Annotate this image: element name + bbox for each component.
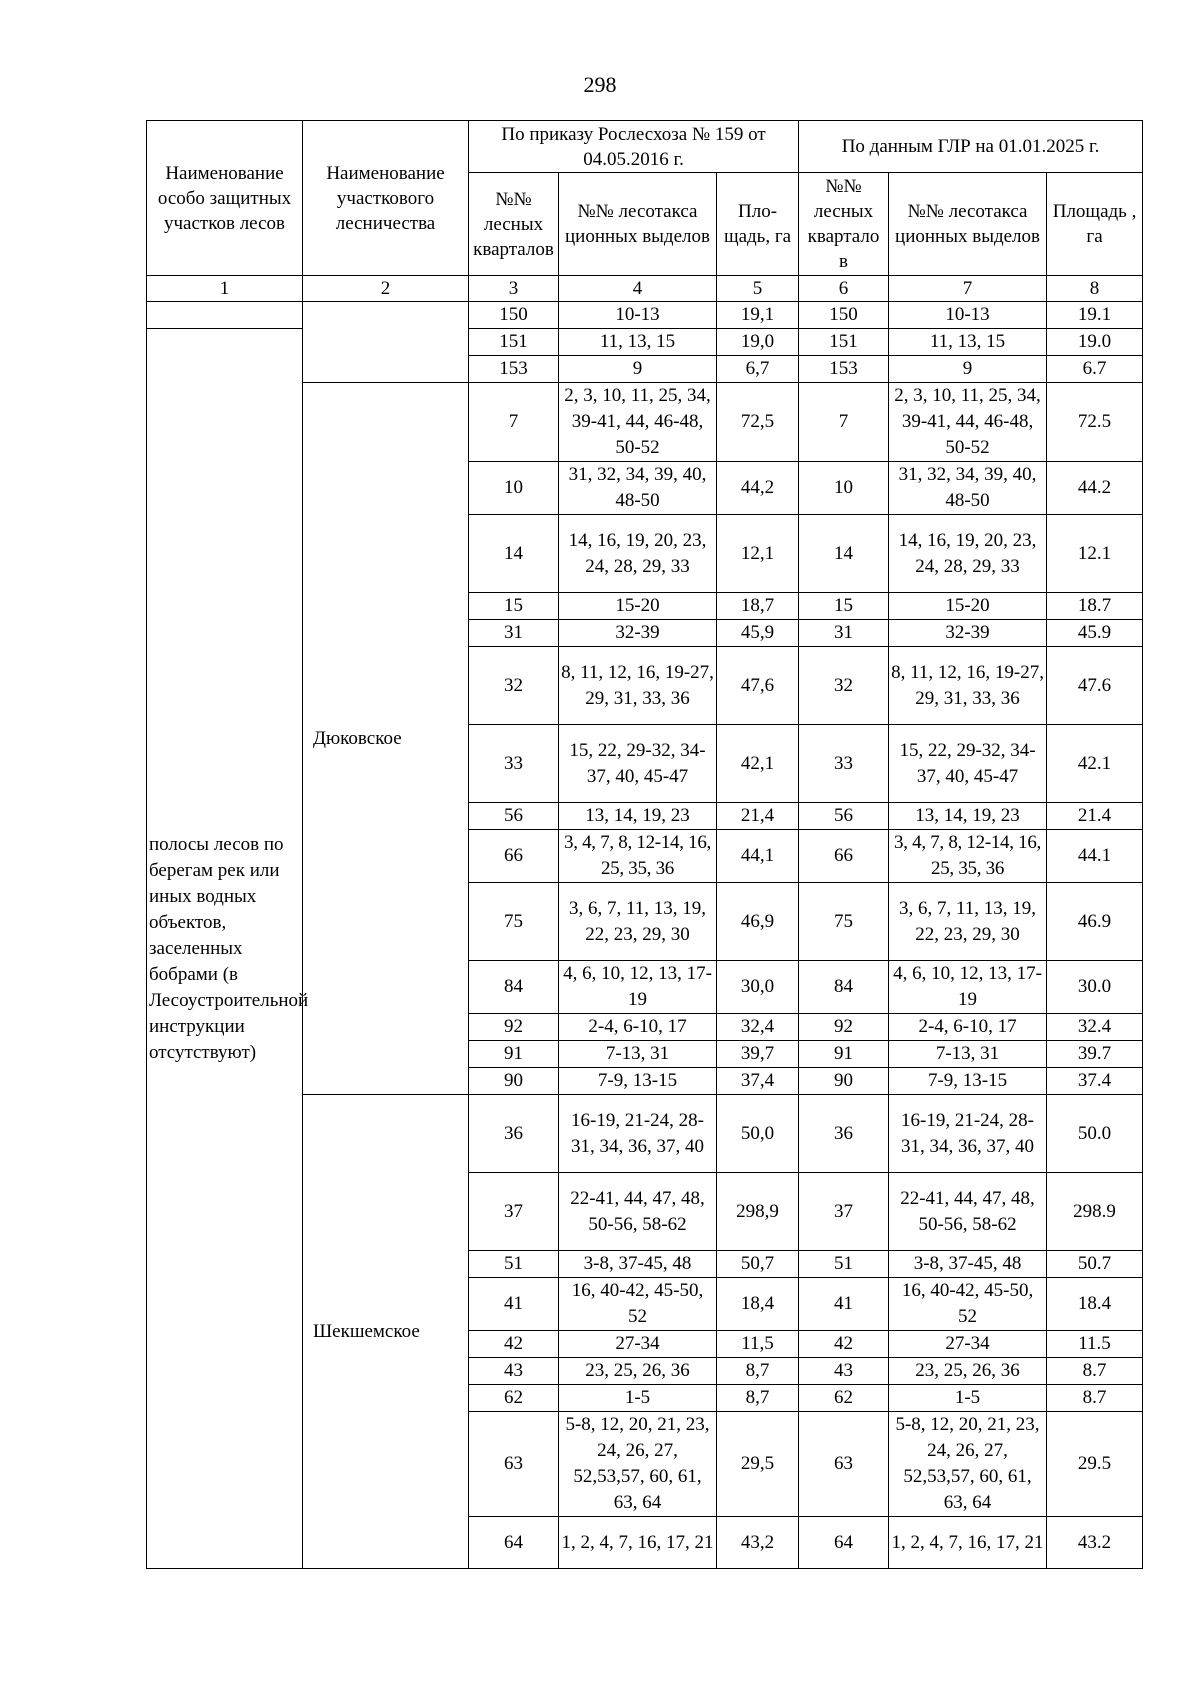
header-forestry-name: Наименование участкового лесничества	[303, 121, 469, 276]
quarter-cell: 92	[799, 1014, 889, 1041]
column-number: 3	[469, 276, 559, 302]
subcompartments-cell: 4, 6, 10, 12, 13, 17-19	[559, 961, 717, 1014]
subcompartments-cell: 23, 25, 26, 36	[889, 1358, 1047, 1385]
quarter-cell: 75	[469, 883, 559, 961]
subcompartments-cell: 13, 14, 19, 23	[559, 803, 717, 830]
quarter-cell: 56	[469, 803, 559, 830]
quarter-cell: 41	[469, 1278, 559, 1331]
quarter-cell: 33	[799, 725, 889, 803]
table-row	[147, 329, 1143, 356]
quarter-cell: 66	[469, 830, 559, 883]
area-cell: 18,4	[717, 1278, 799, 1331]
subcompartments-cell: 15-20	[889, 593, 1047, 620]
area-cell: 19.0	[1047, 329, 1143, 356]
area-cell: 19.1	[1047, 302, 1143, 329]
subcompartments-cell: 13, 14, 19, 23	[889, 803, 1047, 830]
subcompartments-cell: 3, 6, 7, 11, 13, 19, 22, 23, 29, 30	[889, 883, 1047, 961]
table-row	[147, 302, 1143, 329]
column-number: 5	[717, 276, 799, 302]
quarter-cell: 7	[469, 383, 559, 462]
subcompartments-cell: 1, 2, 4, 7, 16, 17, 21	[889, 1517, 1047, 1569]
forestry-cell-continued	[303, 302, 469, 383]
subcompartments-cell: 11, 13, 15	[559, 329, 717, 356]
subcompartments-cell: 2, 3, 10, 11, 25, 34, 39-41, 44, 46-48, 50-52	[559, 383, 717, 462]
subcompartments-cell: 8, 11, 12, 16, 19-27, 29, 31, 33, 36	[889, 647, 1047, 725]
area-cell: 50.7	[1047, 1251, 1143, 1278]
area-cell: 32.4	[1047, 1014, 1143, 1041]
quarter-cell: 33	[469, 725, 559, 803]
area-cell: 46,9	[717, 883, 799, 961]
subcompartments-cell: 3-8, 37-45, 48	[559, 1251, 717, 1278]
forestry-dyukovskoe: Дюковское	[303, 383, 469, 1095]
quarter-cell: 37	[799, 1173, 889, 1251]
subcompartments-cell: 16, 40-42, 45-50, 52	[559, 1278, 717, 1331]
area-cell: 8.7	[1047, 1358, 1143, 1385]
area-cell: 42.1	[1047, 725, 1143, 803]
column-number: 7	[889, 276, 1047, 302]
subcompartments-cell: 15, 22, 29-32, 34-37, 40, 45-47	[559, 725, 717, 803]
quarter-cell: 91	[469, 1041, 559, 1068]
column-number: 4	[559, 276, 717, 302]
subcompartments-cell: 10-13	[889, 302, 1047, 329]
quarter-cell: 31	[799, 620, 889, 647]
area-cell: 30,0	[717, 961, 799, 1014]
area-cell: 45.9	[1047, 620, 1143, 647]
page-number: 298	[583, 72, 617, 97]
quarter-cell: 90	[799, 1068, 889, 1095]
area-cell: 12,1	[717, 515, 799, 593]
area-cell: 44.2	[1047, 462, 1143, 515]
quarter-cell: 66	[799, 830, 889, 883]
subcompartments-cell: 2, 3, 10, 11, 25, 34, 39-41, 44, 46-48, 50-52	[889, 383, 1047, 462]
area-cell: 11.5	[1047, 1331, 1143, 1358]
protected-area-category: полосы лесов по берегам рек или иных водных объектов, заселенных бобрами (в Лесоустроительной инструкции отсутствуют)	[147, 329, 303, 1569]
subcompartments-cell: 7-13, 31	[889, 1041, 1047, 1068]
quarter-cell: 37	[469, 1173, 559, 1251]
area-cell: 6.7	[1047, 356, 1143, 383]
quarter-cell: 15	[799, 593, 889, 620]
area-cell: 30.0	[1047, 961, 1143, 1014]
subcompartments-cell: 8, 11, 12, 16, 19-27, 29, 31, 33, 36	[559, 647, 717, 725]
area-cell: 18.4	[1047, 1278, 1143, 1331]
forestry-shekshemskoe: Шекшемское	[303, 1095, 469, 1569]
quarter-cell: 62	[469, 1385, 559, 1412]
subcompartments-cell: 3, 6, 7, 11, 13, 19, 22, 23, 29, 30	[559, 883, 717, 961]
header-order-quarters: №№ лесных кварталов	[469, 173, 559, 276]
area-cell: 21,4	[717, 803, 799, 830]
subcompartments-cell: 10-13	[559, 302, 717, 329]
quarter-cell: 10	[799, 462, 889, 515]
area-cell: 37,4	[717, 1068, 799, 1095]
subcompartments-cell: 2-4, 6-10, 17	[559, 1014, 717, 1041]
quarter-cell: 63	[799, 1412, 889, 1517]
area-cell: 44,1	[717, 830, 799, 883]
subcompartments-cell: 4, 6, 10, 12, 13, 17-19	[889, 961, 1047, 1014]
quarter-cell: 31	[469, 620, 559, 647]
subcompartments-cell: 31, 32, 34, 39, 40, 48-50	[559, 462, 717, 515]
quarter-cell: 62	[799, 1385, 889, 1412]
area-cell: 50.0	[1047, 1095, 1143, 1173]
subcompartments-cell: 16-19, 21-24, 28-31, 34, 36, 37, 40	[559, 1095, 717, 1173]
subcompartments-cell: 15, 22, 29-32, 34-37, 40, 45-47	[889, 725, 1047, 803]
column-number: 2	[303, 276, 469, 302]
header-order-group: По приказу Рослесхоза № 159 от 04.05.2016 г.	[469, 121, 799, 173]
area-cell: 19,0	[717, 329, 799, 356]
header-order-area: Пло-щадь, га	[717, 173, 799, 276]
quarter-cell: 90	[469, 1068, 559, 1095]
quarter-cell: 7	[799, 383, 889, 462]
empty-cell	[147, 302, 303, 329]
area-cell: 8,7	[717, 1385, 799, 1412]
quarter-cell: 51	[799, 1251, 889, 1278]
subcompartments-cell: 32-39	[559, 620, 717, 647]
subcompartments-cell: 1, 2, 4, 7, 16, 17, 21	[559, 1517, 717, 1569]
column-number-row	[147, 276, 1143, 302]
area-cell: 43,2	[717, 1517, 799, 1569]
column-number: 6	[799, 276, 889, 302]
subcompartments-cell: 11, 13, 15	[889, 329, 1047, 356]
subcompartments-cell: 27-34	[559, 1331, 717, 1358]
quarter-cell: 51	[469, 1251, 559, 1278]
area-cell: 50,7	[717, 1251, 799, 1278]
subcompartments-cell: 14, 16, 19, 20, 23, 24, 28, 29, 33	[559, 515, 717, 593]
header-glr-group: По данным ГЛР на 01.01.2025 г.	[799, 121, 1143, 173]
quarter-cell: 75	[799, 883, 889, 961]
area-cell: 39.7	[1047, 1041, 1143, 1068]
subcompartments-cell: 14, 16, 19, 20, 23, 24, 28, 29, 33	[889, 515, 1047, 593]
subcompartments-cell: 3, 4, 7, 8, 12-14, 16, 25, 35, 36	[559, 830, 717, 883]
area-cell: 44,2	[717, 462, 799, 515]
header-glr-area: Площадь , га	[1047, 173, 1143, 276]
subcompartments-cell: 9	[889, 356, 1047, 383]
quarter-cell: 91	[799, 1041, 889, 1068]
quarter-cell: 153	[799, 356, 889, 383]
subcompartments-cell: 3-8, 37-45, 48	[889, 1251, 1047, 1278]
quarter-cell: 15	[469, 593, 559, 620]
area-cell: 29.5	[1047, 1412, 1143, 1517]
quarter-cell: 36	[799, 1095, 889, 1173]
quarter-cell: 32	[469, 647, 559, 725]
area-cell: 12.1	[1047, 515, 1143, 593]
subcompartments-cell: 5-8, 12, 20, 21, 23, 24, 26, 27, 52,53,57, 60, 61, 63, 64	[559, 1412, 717, 1517]
quarter-cell: 84	[469, 961, 559, 1014]
area-cell: 46.9	[1047, 883, 1143, 961]
area-cell: 72.5	[1047, 383, 1143, 462]
column-number: 1	[147, 276, 303, 302]
subcompartments-cell: 31, 32, 34, 39, 40, 48-50	[889, 462, 1047, 515]
quarter-cell: 32	[799, 647, 889, 725]
area-cell: 19,1	[717, 302, 799, 329]
header-glr-subcompartments: №№ лесотакса ционных выделов	[889, 173, 1047, 276]
area-cell: 45,9	[717, 620, 799, 647]
area-cell: 298,9	[717, 1173, 799, 1251]
area-cell: 18,7	[717, 593, 799, 620]
header-glr-quarters: №№ лесных квартало в	[799, 173, 889, 276]
area-cell: 32,4	[717, 1014, 799, 1041]
subcompartments-cell: 7-13, 31	[559, 1041, 717, 1068]
subcompartments-cell: 22-41, 44, 47, 48, 50-56, 58-62	[559, 1173, 717, 1251]
area-cell: 47.6	[1047, 647, 1143, 725]
quarter-cell: 64	[469, 1517, 559, 1569]
quarter-cell: 150	[799, 302, 889, 329]
quarter-cell: 92	[469, 1014, 559, 1041]
quarter-cell: 84	[799, 961, 889, 1014]
area-cell: 44.1	[1047, 830, 1143, 883]
quarter-cell: 42	[469, 1331, 559, 1358]
area-cell: 39,7	[717, 1041, 799, 1068]
subcompartments-cell: 3, 4, 7, 8, 12-14, 16, 25, 35, 36	[889, 830, 1047, 883]
quarter-cell: 42	[799, 1331, 889, 1358]
subcompartments-cell: 23, 25, 26, 36	[559, 1358, 717, 1385]
quarter-cell: 64	[799, 1517, 889, 1569]
forest-plots-table	[146, 120, 1143, 1569]
quarter-cell: 43	[469, 1358, 559, 1385]
area-cell: 21.4	[1047, 803, 1143, 830]
subcompartments-cell: 9	[559, 356, 717, 383]
area-cell: 18.7	[1047, 593, 1143, 620]
subcompartments-cell: 32-39	[889, 620, 1047, 647]
subcompartments-cell: 27-34	[889, 1331, 1047, 1358]
area-cell: 72,5	[717, 383, 799, 462]
quarter-cell: 150	[469, 302, 559, 329]
area-cell: 298.9	[1047, 1173, 1143, 1251]
header-order-subcompartments: №№ лесотакса ционных выделов	[559, 173, 717, 276]
quarter-cell: 151	[469, 329, 559, 356]
subcompartments-cell: 16, 40-42, 45-50, 52	[889, 1278, 1047, 1331]
subcompartments-cell: 15-20	[559, 593, 717, 620]
area-cell: 8,7	[717, 1358, 799, 1385]
subcompartments-cell: 7-9, 13-15	[559, 1068, 717, 1095]
quarter-cell: 56	[799, 803, 889, 830]
area-cell: 42,1	[717, 725, 799, 803]
header-protected-area-name: Наименование особо защитных участков лесов	[147, 121, 303, 276]
subcompartments-cell: 22-41, 44, 47, 48, 50-56, 58-62	[889, 1173, 1047, 1251]
area-cell: 50,0	[717, 1095, 799, 1173]
quarter-cell: 153	[469, 356, 559, 383]
quarter-cell: 151	[799, 329, 889, 356]
subcompartments-cell: 16-19, 21-24, 28-31, 34, 36, 37, 40	[889, 1095, 1047, 1173]
area-cell: 43.2	[1047, 1517, 1143, 1569]
area-cell: 8.7	[1047, 1385, 1143, 1412]
area-cell: 29,5	[717, 1412, 799, 1517]
quarter-cell: 43	[799, 1358, 889, 1385]
area-cell: 37.4	[1047, 1068, 1143, 1095]
column-number: 8	[1047, 276, 1143, 302]
subcompartments-cell: 7-9, 13-15	[889, 1068, 1047, 1095]
quarter-cell: 14	[799, 515, 889, 593]
subcompartments-cell: 2-4, 6-10, 17	[889, 1014, 1047, 1041]
quarter-cell: 41	[799, 1278, 889, 1331]
subcompartments-cell: 1-5	[889, 1385, 1047, 1412]
quarter-cell: 10	[469, 462, 559, 515]
quarter-cell: 14	[469, 515, 559, 593]
subcompartments-cell: 1-5	[559, 1385, 717, 1412]
area-cell: 11,5	[717, 1331, 799, 1358]
quarter-cell: 63	[469, 1412, 559, 1517]
area-cell: 47,6	[717, 647, 799, 725]
quarter-cell: 36	[469, 1095, 559, 1173]
subcompartments-cell: 5-8, 12, 20, 21, 23, 24, 26, 27, 52,53,57, 60, 61, 63, 64	[889, 1412, 1047, 1517]
area-cell: 6,7	[717, 356, 799, 383]
